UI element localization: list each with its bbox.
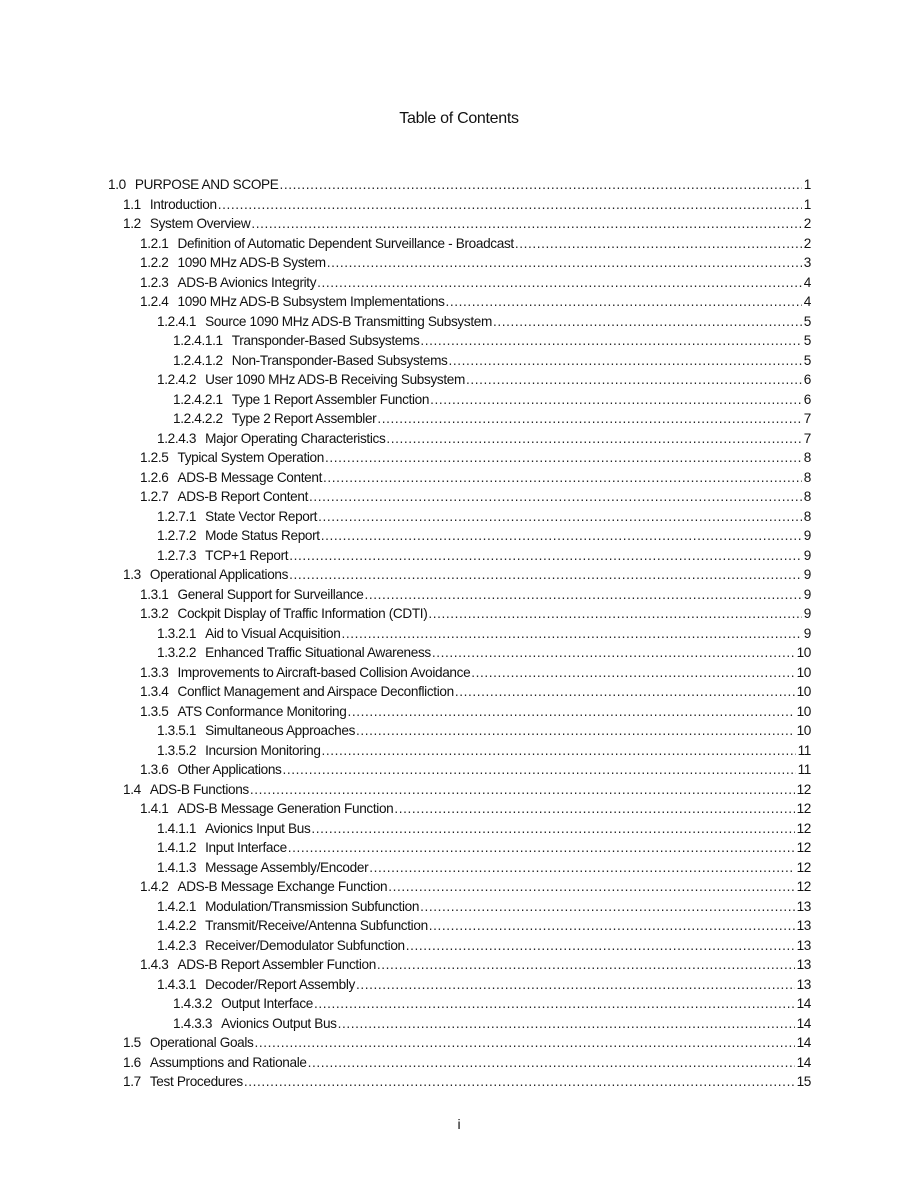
toc-dot-leader bbox=[449, 351, 802, 371]
toc-entry-title: Definition of Automatic Dependent Surveillance - Broadcast bbox=[177, 235, 514, 251]
toc-entry-page: 7 bbox=[803, 411, 811, 426]
toc-entry-title: Transmit/Receive/Antenna Subfunction bbox=[205, 918, 428, 933]
toc-entry-page: 13 bbox=[796, 957, 811, 972]
toc-entry[interactable] bbox=[108, 975, 811, 995]
toc-entry-title: Message Assembly/Encoder bbox=[205, 859, 369, 875]
toc-dot-leader bbox=[338, 1014, 795, 1034]
toc-entry[interactable] bbox=[108, 604, 811, 624]
toc-entry-page: 6 bbox=[803, 391, 811, 407]
toc-dot-leader bbox=[341, 624, 801, 644]
toc-entry-page: 1 bbox=[803, 177, 811, 192]
toc-entry-title: Other Applications bbox=[177, 762, 282, 777]
toc-entry[interactable] bbox=[108, 526, 811, 546]
toc-entry-number: 1.2.5 bbox=[140, 450, 169, 465]
toc-entry-title: Introduction bbox=[149, 196, 217, 212]
toc-entry-page: 11 bbox=[797, 762, 811, 777]
toc-entry-page: 2 bbox=[803, 235, 811, 251]
toc-dot-leader bbox=[432, 643, 795, 663]
toc-entry-page: 13 bbox=[796, 937, 811, 953]
toc-dot-leader bbox=[347, 702, 794, 722]
toc-entry-title: Type 1 Report Assembler Function bbox=[231, 391, 430, 407]
toc-entry[interactable] bbox=[108, 780, 811, 800]
toc-entry-page: 13 bbox=[796, 898, 811, 914]
toc-entry-number: 1.0 bbox=[108, 177, 126, 192]
toc-dot-leader bbox=[406, 936, 795, 956]
toc-entry-number: 1.2.7 bbox=[140, 489, 169, 504]
toc-dot-leader bbox=[493, 312, 802, 332]
toc-entry-number: 1.2.4.2 bbox=[157, 372, 197, 387]
toc-entry-page: 12 bbox=[796, 820, 811, 836]
toc-entry-number: 1.2.4.2.1 bbox=[173, 391, 223, 407]
toc-entry[interactable] bbox=[108, 370, 811, 390]
toc-entry-title: General Support for Surveillance bbox=[177, 586, 364, 602]
toc-entry-page: 14 bbox=[796, 1015, 811, 1031]
toc-dot-leader bbox=[323, 468, 802, 488]
toc-entry-title: Operational Applications bbox=[149, 567, 289, 582]
toc-entry-page: 12 bbox=[796, 879, 811, 894]
toc-entry-title: Receiver/Demodulator Subfunction bbox=[205, 937, 405, 953]
toc-dot-leader bbox=[430, 390, 802, 410]
toc-dot-leader bbox=[466, 370, 802, 390]
toc-dot-leader bbox=[356, 721, 795, 741]
toc-entry-page: 9 bbox=[803, 547, 811, 563]
toc-entry[interactable] bbox=[108, 663, 811, 683]
toc-dot-leader bbox=[365, 585, 802, 605]
toc-entry-number: 1.3.5.2 bbox=[157, 742, 197, 758]
toc-entry-number: 1.2.7.1 bbox=[157, 508, 197, 524]
toc-entry-number: 1.3.2.2 bbox=[157, 645, 197, 660]
page-title: Table of Contents bbox=[399, 110, 519, 127]
toc-entry-page: 8 bbox=[803, 469, 811, 485]
toc-entry-number: 1.2.6 bbox=[140, 469, 169, 485]
toc-entry[interactable] bbox=[108, 721, 811, 741]
toc-entry[interactable] bbox=[108, 585, 811, 605]
toc-entry-page: 9 bbox=[803, 586, 811, 602]
toc-entry-number: 1.4.2.1 bbox=[157, 898, 197, 914]
toc-entry-title: Avionics Output Bus bbox=[221, 1015, 337, 1031]
toc-entry-number: 1.2.7.3 bbox=[157, 547, 197, 563]
toc-entry-page: 13 bbox=[796, 976, 811, 992]
toc-entry-number: 1.2.4.3 bbox=[157, 430, 197, 446]
toc-entry[interactable] bbox=[108, 936, 811, 956]
toc-entry-title: ADS-B Message Generation Function bbox=[177, 801, 394, 816]
toc-entry[interactable] bbox=[108, 234, 811, 254]
toc-entry[interactable] bbox=[108, 390, 811, 410]
toc-entry-page: 9 bbox=[803, 625, 811, 641]
toc-dot-leader bbox=[288, 838, 795, 858]
toc-entry-number: 1.3.5 bbox=[140, 703, 169, 719]
toc-entry[interactable] bbox=[108, 877, 811, 897]
toc-entry-page: 10 bbox=[796, 723, 811, 738]
toc-entry-title: ADS-B Report Content bbox=[177, 489, 308, 504]
toc-entry-number: 1.3.1 bbox=[140, 586, 169, 602]
toc-entry-page: 12 bbox=[796, 840, 811, 855]
toc-entry-number: 1.4.1.3 bbox=[157, 859, 197, 875]
toc-entry-title: Major Operating Characteristics bbox=[205, 430, 386, 446]
toc-entry-page: 3 bbox=[803, 255, 811, 270]
toc-entry-title: Transponder-Based Subsystems bbox=[231, 333, 420, 348]
page-number: i bbox=[457, 1116, 461, 1132]
toc-entry-page: 4 bbox=[803, 294, 811, 309]
toc-entry[interactable] bbox=[108, 624, 811, 644]
toc-entry-number: 1.2.4.2.2 bbox=[173, 411, 223, 426]
toc-entry-number: 1.4.3.3 bbox=[173, 1015, 213, 1031]
toc-entry-page: 2 bbox=[803, 216, 811, 231]
toc-entry[interactable] bbox=[108, 487, 811, 507]
toc-dot-leader bbox=[251, 214, 801, 234]
toc-dot-leader bbox=[356, 975, 795, 995]
toc-entry-page: 8 bbox=[803, 489, 811, 504]
toc-dot-leader bbox=[327, 253, 802, 273]
toc-dot-leader bbox=[311, 819, 794, 839]
toc-entry-number: 1.2.1 bbox=[140, 235, 169, 251]
toc-entry-page: 5 bbox=[803, 333, 811, 348]
toc-entry-title: ATS Conformance Monitoring bbox=[177, 703, 347, 719]
toc-dot-leader bbox=[321, 526, 802, 546]
toc-entry[interactable] bbox=[108, 643, 811, 663]
toc-entry[interactable] bbox=[108, 1033, 811, 1053]
toc-entry[interactable] bbox=[108, 214, 811, 234]
toc-entry-number: 1.7 bbox=[123, 1074, 141, 1089]
toc-dot-leader bbox=[322, 741, 796, 761]
toc-entry-number: 1.3.5.1 bbox=[157, 723, 197, 738]
toc-entry[interactable] bbox=[108, 273, 811, 293]
toc-entry-number: 1.2 bbox=[123, 216, 141, 231]
toc-entry-page: 9 bbox=[803, 567, 811, 582]
toc-entry-number: 1.4.1.2 bbox=[157, 840, 197, 855]
toc-dot-leader bbox=[455, 682, 795, 702]
toc-entry-page: 9 bbox=[803, 606, 811, 621]
toc-entry-title: User 1090 MHz ADS-B Receiving Subsystem bbox=[205, 372, 465, 387]
toc-entry-title: 1090 MHz ADS-B System bbox=[177, 255, 326, 270]
toc-entry-number: 1.2.7.2 bbox=[157, 528, 197, 543]
toc-dot-leader bbox=[308, 1053, 795, 1073]
toc-entry-title: ADS-B Message Content bbox=[177, 469, 323, 485]
toc-list bbox=[108, 175, 811, 1092]
toc-entry[interactable] bbox=[108, 253, 811, 273]
toc-entry-number: 1.4.3.2 bbox=[173, 996, 213, 1011]
toc-entry-title: Operational Goals bbox=[149, 1035, 254, 1050]
toc-entry[interactable] bbox=[108, 351, 811, 371]
toc-entry[interactable] bbox=[108, 799, 811, 819]
toc-dot-leader bbox=[314, 994, 795, 1014]
toc-entry[interactable] bbox=[108, 546, 811, 566]
toc-entry[interactable] bbox=[108, 175, 811, 195]
toc-entry-page: 14 bbox=[796, 1035, 811, 1050]
toc-entry[interactable] bbox=[108, 1014, 811, 1034]
toc-entry-number: 1.3.3 bbox=[140, 664, 169, 680]
toc-entry-title: Typical System Operation bbox=[177, 450, 324, 465]
toc-dot-leader bbox=[394, 799, 794, 819]
toc-entry-number: 1.2.4.1 bbox=[157, 313, 197, 329]
toc-dot-leader bbox=[309, 487, 802, 507]
toc-entry[interactable] bbox=[108, 1072, 811, 1092]
toc-dot-leader bbox=[317, 273, 802, 293]
toc-entry-title: Decoder/Report Assembly bbox=[205, 976, 355, 992]
toc-dot-leader bbox=[325, 448, 802, 468]
toc-dot-leader bbox=[244, 1072, 795, 1092]
toc-entry[interactable] bbox=[108, 741, 811, 761]
toc-entry-page: 10 bbox=[796, 645, 811, 660]
toc-entry-number: 1.4.1.1 bbox=[157, 820, 197, 836]
toc-entry-title: Cockpit Display of Traffic Information (CDTI) bbox=[177, 606, 428, 621]
toc-entry-page: 10 bbox=[796, 703, 811, 719]
toc-entry-title: Simultaneous Approaches bbox=[205, 723, 356, 738]
toc-entry[interactable] bbox=[108, 1053, 811, 1073]
toc-dot-leader bbox=[250, 780, 795, 800]
toc-dot-leader bbox=[218, 195, 802, 215]
toc-dot-leader bbox=[369, 858, 794, 878]
toc-entry-page: 7 bbox=[803, 430, 811, 446]
toc-entry-page: 8 bbox=[803, 450, 811, 465]
toc-entry-number: 1.3.4 bbox=[140, 684, 169, 699]
toc-entry-number: 1.2.4.1.2 bbox=[173, 352, 223, 368]
toc-entry-title: Input Interface bbox=[205, 840, 287, 855]
toc-dot-leader bbox=[289, 565, 802, 585]
toc-dot-leader bbox=[318, 507, 802, 527]
toc-entry-number: 1.2.3 bbox=[140, 274, 169, 290]
toc-dot-leader bbox=[388, 877, 794, 897]
toc-entry-number: 1.4.3 bbox=[140, 957, 169, 972]
toc-entry-page: 8 bbox=[803, 508, 811, 524]
toc-entry-title: Incursion Monitoring bbox=[205, 742, 321, 758]
toc-dot-leader bbox=[289, 546, 802, 566]
toc-entry-number: 1.3 bbox=[123, 567, 141, 582]
toc-entry[interactable] bbox=[108, 994, 811, 1014]
toc-entry[interactable] bbox=[108, 858, 811, 878]
toc-entry-page: 1 bbox=[803, 196, 811, 212]
toc-entry-title: Enhanced Traffic Situational Awareness bbox=[205, 645, 431, 660]
toc-entry[interactable] bbox=[108, 195, 811, 215]
toc-entry-page: 6 bbox=[803, 372, 811, 387]
toc-entry-number: 1.3.2.1 bbox=[157, 625, 197, 641]
toc-entry-page: 4 bbox=[803, 274, 811, 290]
toc-entry[interactable] bbox=[108, 409, 811, 429]
toc-entry-title: Type 2 Report Assembler bbox=[231, 411, 377, 426]
toc-entry-title: Improvements to Aircraft-based Collision Avoidance bbox=[177, 664, 471, 680]
toc-entry-title: Non-Transponder-Based Subsystems bbox=[231, 352, 448, 368]
toc-entry-page: 12 bbox=[796, 781, 811, 797]
toc-entry-title: Modulation/Transmission Subfunction bbox=[205, 898, 420, 914]
toc-entry[interactable] bbox=[108, 916, 811, 936]
toc-entry-title: ADS-B Functions bbox=[149, 781, 249, 797]
toc-entry-title: System Overview bbox=[149, 216, 251, 231]
toc-dot-leader bbox=[283, 760, 796, 780]
toc-entry-number: 1.5 bbox=[123, 1035, 141, 1050]
toc-entry[interactable] bbox=[108, 819, 811, 839]
toc-entry-page: 15 bbox=[796, 1074, 811, 1089]
toc-entry[interactable] bbox=[108, 292, 811, 312]
toc-entry-title: ADS-B Message Exchange Function bbox=[177, 879, 388, 894]
toc-entry-number: 1.4.1 bbox=[140, 801, 169, 816]
toc-dot-leader bbox=[446, 292, 802, 312]
toc-entry[interactable] bbox=[108, 955, 811, 975]
toc-entry-page: 10 bbox=[796, 684, 811, 699]
toc-entry-number: 1.2.2 bbox=[140, 255, 169, 270]
toc-entry-page: 11 bbox=[797, 742, 811, 758]
toc-dot-leader bbox=[377, 409, 801, 429]
toc-dot-leader bbox=[420, 331, 801, 351]
toc-dot-leader bbox=[377, 955, 795, 975]
toc-entry-page: 10 bbox=[796, 664, 811, 680]
toc-entry-number: 1.4.2.3 bbox=[157, 937, 197, 953]
toc-entry-title: Mode Status Report bbox=[205, 528, 320, 543]
toc-dot-leader bbox=[515, 234, 802, 254]
toc-entry-title: Conflict Management and Airspace Deconfliction bbox=[177, 684, 454, 699]
toc-entry-number: 1.4.2.2 bbox=[157, 918, 197, 933]
toc-entry-number: 1.3.6 bbox=[140, 762, 169, 777]
toc-entry-number: 1.1 bbox=[123, 196, 141, 212]
toc-entry-number: 1.4 bbox=[123, 781, 141, 797]
toc-entry-page: 12 bbox=[796, 801, 811, 816]
toc-dot-leader bbox=[254, 1033, 794, 1053]
toc-dot-leader bbox=[279, 175, 801, 195]
toc-dot-leader bbox=[420, 897, 795, 917]
toc-entry-page: 14 bbox=[796, 996, 811, 1011]
toc-entry[interactable] bbox=[108, 682, 811, 702]
toc-entry-title: Aid to Visual Acquisition bbox=[205, 625, 341, 641]
toc-entry[interactable] bbox=[108, 507, 811, 527]
toc-entry-title: Test Procedures bbox=[149, 1074, 243, 1089]
toc-entry-title: TCP+1 Report bbox=[205, 547, 289, 563]
toc-entry-title: State Vector Report bbox=[205, 508, 318, 524]
toc-entry-title: ADS-B Report Assembler Function bbox=[177, 957, 376, 972]
toc-entry-number: 1.2.4.1.1 bbox=[173, 333, 223, 348]
toc-entry[interactable] bbox=[108, 838, 811, 858]
toc-entry-title: Assumptions and Rationale bbox=[149, 1054, 307, 1070]
toc-entry-title: Avionics Input Bus bbox=[205, 820, 311, 836]
toc-dot-leader bbox=[471, 663, 794, 683]
toc-dot-leader bbox=[386, 429, 801, 449]
toc-entry[interactable] bbox=[108, 448, 811, 468]
toc-entry[interactable] bbox=[108, 312, 811, 332]
toc-entry[interactable] bbox=[108, 897, 811, 917]
toc-entry-number: 1.6 bbox=[123, 1054, 141, 1070]
toc-entry-page: 12 bbox=[796, 859, 811, 875]
toc-entry-number: 1.4.3.1 bbox=[157, 976, 197, 992]
toc-entry-title: ADS-B Avionics Integrity bbox=[177, 274, 317, 290]
toc-entry[interactable] bbox=[108, 702, 811, 722]
toc-entry-title: PURPOSE AND SCOPE bbox=[134, 177, 279, 192]
toc-entry-number: 1.4.2 bbox=[140, 879, 169, 894]
toc-entry[interactable] bbox=[108, 760, 811, 780]
toc-entry[interactable] bbox=[108, 565, 811, 585]
toc-entry[interactable] bbox=[108, 468, 811, 488]
toc-entry-title: Output Interface bbox=[221, 996, 314, 1011]
toc-entry-page: 5 bbox=[803, 352, 811, 368]
toc-entry[interactable] bbox=[108, 331, 811, 351]
toc-entry-number: 1.2.4 bbox=[140, 294, 169, 309]
toc-dot-leader bbox=[429, 916, 795, 936]
toc-entry-title: Source 1090 MHz ADS-B Transmitting Subsystem bbox=[205, 313, 492, 329]
toc-entry-page: 9 bbox=[803, 528, 811, 543]
toc-entry-page: 5 bbox=[803, 313, 811, 329]
toc-entry-page: 13 bbox=[796, 918, 811, 933]
toc-dot-leader bbox=[428, 604, 801, 624]
toc-entry[interactable] bbox=[108, 429, 811, 449]
toc-entry-title: 1090 MHz ADS-B Subsystem Implementations bbox=[177, 294, 445, 309]
toc-entry-number: 1.3.2 bbox=[140, 606, 169, 621]
toc-entry-page: 14 bbox=[796, 1054, 811, 1070]
